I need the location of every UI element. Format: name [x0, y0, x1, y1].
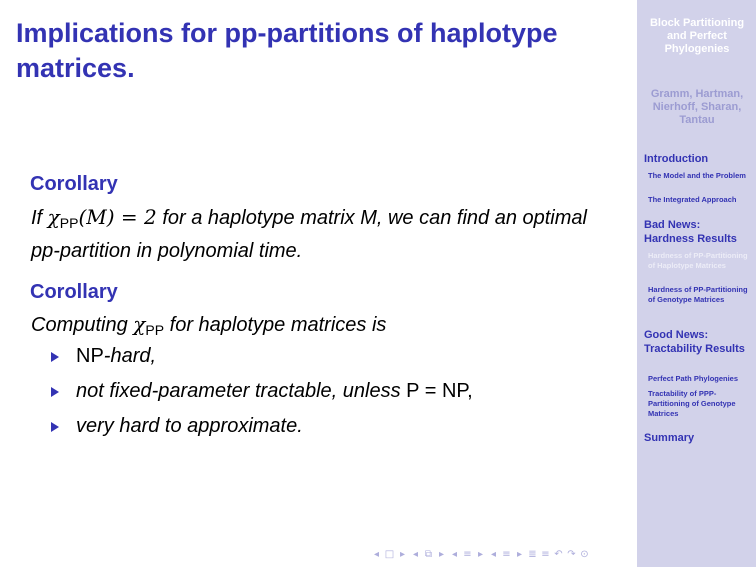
- bullet-2-p-equals-np: P = NP: [406, 380, 468, 402]
- sidebar-authors[interactable]: Gramm, Hartman, Nierhoff, Sharan, Tantau: [650, 88, 744, 126]
- nav-prev-section-icon[interactable]: ◂: [490, 549, 497, 560]
- corollary-2-heading: Corollary: [30, 281, 118, 303]
- corollary-1-heading: Corollary: [30, 173, 118, 195]
- bullet-triangle-icon: [51, 422, 59, 432]
- frame-title: Implications for pp-partitions of haplotype matrices.: [16, 18, 558, 83]
- sidebar-subsection-haplotype-hardness[interactable]: Hardness of PP-Partitioning of Haplotype Matrices: [648, 251, 748, 270]
- nav-appendix-icon[interactable]: ≡: [541, 549, 550, 560]
- nav-slide-icon[interactable]: ⧉: [424, 549, 433, 560]
- nav-prev-slide-icon[interactable]: ◂: [412, 549, 419, 560]
- bullet-1-np: NP: [76, 345, 104, 367]
- nav-subsection-icon[interactable]: ≡: [463, 549, 472, 560]
- nav-prev-frame-icon[interactable]: ◂: [373, 549, 380, 560]
- chi-symbol-2: χ: [133, 312, 146, 336]
- corollary-1-rest: for a haplotype matrix M, we can find an optimal pp-partition in polynomial time.: [31, 207, 587, 262]
- nav-back-icon[interactable]: ↶: [554, 549, 563, 560]
- sidebar: [637, 0, 756, 567]
- nav-section-icon[interactable]: ≡: [502, 549, 511, 560]
- corollary-2-after: for haplotype matrices is: [164, 314, 387, 336]
- corollary-2-text: [31, 310, 601, 344]
- bullet-3-text: very hard to approximate.: [76, 415, 303, 437]
- nav-forward-icon[interactable]: ↷: [567, 549, 576, 560]
- nav-search-icon[interactable]: ⊙: [580, 549, 589, 560]
- corollary-1-text: [31, 203, 601, 265]
- corollary-2-before: Computing: [31, 314, 134, 336]
- nav-next-section-icon[interactable]: ▸: [516, 549, 523, 560]
- bullet-2-comma: ,: [467, 380, 473, 402]
- sidebar-section-introduction[interactable]: Introduction: [644, 153, 709, 165]
- nav-next-frame-icon[interactable]: ▸: [399, 549, 406, 560]
- nav-prev-subsection-icon[interactable]: ◂: [451, 549, 458, 560]
- sidebar-subsection-integrated-approach[interactable]: The Integrated Approach: [648, 195, 737, 204]
- bullet-item-not-fpt: [51, 377, 473, 412]
- nav-document-icon[interactable]: ≣: [528, 549, 537, 560]
- sidebar-section-summary[interactable]: Summary: [644, 432, 695, 444]
- sidebar-section-good-news[interactable]: Good News: Tractability Results: [644, 329, 745, 355]
- chi-subscript-2: PP: [145, 322, 165, 338]
- bullet-triangle-icon: [51, 387, 59, 397]
- bullet-triangle-icon: [51, 352, 59, 362]
- bullet-item-np-hard: [51, 342, 473, 377]
- beamer-navigation-bar: [371, 548, 633, 562]
- nav-next-subsection-icon[interactable]: ▸: [477, 549, 484, 560]
- chi-subscript-1: PP: [59, 215, 79, 231]
- sidebar-subsection-genotype-hardness[interactable]: Hardness of PP-Partitioning of Genotype Matrices: [648, 285, 748, 304]
- sidebar-title[interactable]: Block Partitioning and Perfect Phylogenies: [649, 17, 745, 55]
- sidebar-section-bad-news[interactable]: Bad News: Hardness Results: [644, 219, 737, 245]
- bullet-1-hard: -hard,: [103, 345, 157, 367]
- chi-argument-1: (M) = 2: [78, 205, 157, 229]
- bullet-2-prefix: not fixed-parameter tractable, unless: [76, 380, 407, 402]
- nav-frame-icon[interactable]: □: [384, 549, 395, 560]
- chi-symbol-1: χ: [47, 205, 60, 229]
- bullet-item-hard-to-approximate: [51, 412, 473, 447]
- sidebar-subsection-perfect-path[interactable]: Perfect Path Phylogenies: [648, 374, 739, 383]
- corollary-1-if: If: [31, 207, 48, 229]
- corollary-2-bullet-list: [51, 342, 473, 447]
- sidebar-subsection-ppp-tractability[interactable]: Tractability of PPP-Partitioning of Genotype Matrices: [648, 389, 736, 418]
- nav-next-slide-icon[interactable]: ▸: [438, 549, 445, 560]
- sidebar-subsection-model-and-problem[interactable]: The Model and the Problem: [648, 171, 746, 180]
